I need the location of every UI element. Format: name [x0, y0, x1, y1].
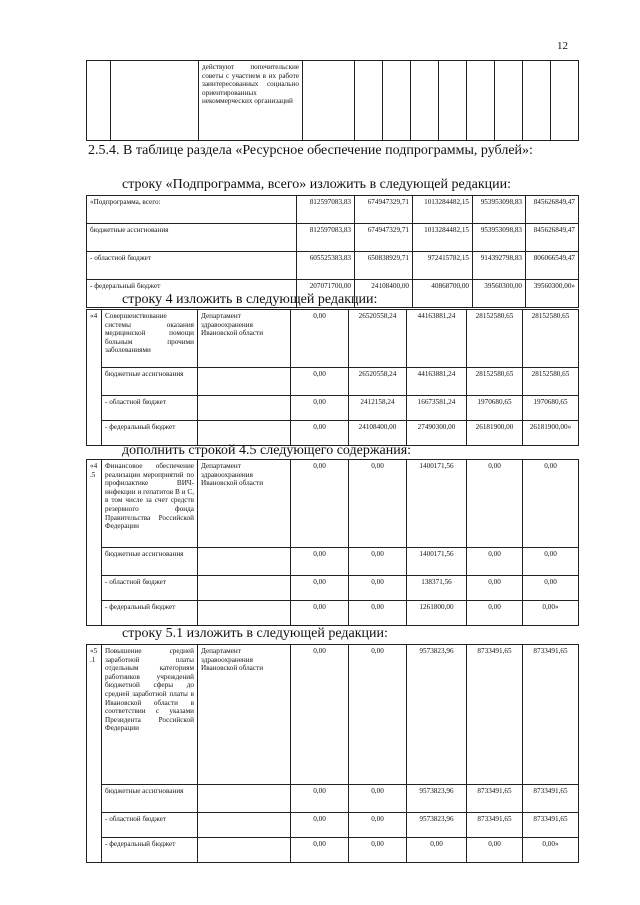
value-cell: 953953098,83	[473, 224, 526, 252]
value-cell: 0,00	[349, 785, 407, 813]
value-cell: 26181900,00	[467, 421, 523, 446]
value-cell: 16673581,24	[407, 396, 467, 421]
empty-cell	[198, 601, 291, 626]
page-number: 12	[557, 40, 568, 52]
value-cell: 0,00	[467, 601, 523, 626]
table-row	[87, 645, 579, 785]
value-cell: 1970680,65	[523, 396, 579, 421]
table-row	[87, 310, 579, 368]
value-cell: 0,00	[349, 601, 407, 626]
value-cell: 0,00	[523, 576, 579, 601]
value-cell: 0,00	[291, 838, 349, 863]
value-cell: 0,00	[349, 813, 407, 838]
value-cell: 8733491,65	[523, 785, 579, 813]
empty-cell	[198, 838, 291, 863]
value-cell: 0,00	[291, 645, 349, 785]
row-label: - областной бюджет	[102, 396, 198, 421]
value-cell: 44163881,24	[407, 368, 467, 396]
value-cell: 845626849,47	[526, 196, 579, 224]
value-cell: 0,00	[291, 785, 349, 813]
paragraph-2-5-4: 2.5.4. В таблице раздела «Ресурсное обеспечение подпрограммы, рублей»:	[88, 143, 533, 158]
value-cell: 674947329,71	[355, 224, 413, 252]
value-cell: 28152580,65	[467, 310, 523, 368]
heading-row-4-5: дополнить строкой 4.5 следующего содержания:	[122, 443, 412, 458]
table-row	[87, 813, 579, 838]
value-cell: 1013284482,15	[413, 224, 473, 252]
value-cell: 1013284482,15	[413, 196, 473, 224]
value-cell: 2412158,24	[349, 396, 407, 421]
value-cell: 0,00	[523, 460, 579, 548]
value-cell: 44163881,24	[407, 310, 467, 368]
table-row	[87, 785, 579, 813]
table-row	[87, 252, 579, 280]
empty-cell	[198, 785, 291, 813]
value-cell: 8733491,65	[467, 785, 523, 813]
measure-name: Совершенствование системы оказания медицинской помощи больным прочими заболеваниями	[102, 310, 198, 368]
row-label: - областной бюджет	[102, 813, 198, 838]
row-number: «5.1	[87, 645, 102, 863]
row-label: - федеральный бюджет	[87, 280, 297, 308]
value-cell: 0,00	[467, 548, 523, 576]
row-number: «4.5	[87, 460, 102, 626]
row-label: бюджетные ассигнования	[87, 224, 297, 252]
value-cell: 0,00	[349, 576, 407, 601]
value-cell: 812597083,83	[297, 196, 355, 224]
row-label: - федеральный бюджет	[102, 838, 198, 863]
value-cell: 0,00	[349, 838, 407, 863]
row-label: бюджетные ассигнования	[102, 368, 198, 396]
empty-cell	[198, 576, 291, 601]
value-cell: 0,00»	[523, 838, 579, 863]
row-label: бюджетные ассигнования	[102, 548, 198, 576]
value-cell: 27490300,00	[407, 421, 467, 446]
value-cell: 9573823,96	[407, 645, 467, 785]
value-cell: 40868700,00	[413, 280, 473, 308]
heading-row-4: строку 4 изложить в следующей редакции:	[122, 292, 378, 307]
value-cell: 1261800,00	[407, 601, 467, 626]
row-label: - федеральный бюджет	[102, 601, 198, 626]
value-cell: 953953098,83	[473, 196, 526, 224]
value-cell: 914392798,83	[473, 252, 526, 280]
row-label: «Подпрограмма, всего:	[87, 196, 297, 224]
value-cell: 0,00	[291, 813, 349, 838]
heading-row-5-1: строку 5.1 изложить в следующей редакции:	[122, 626, 388, 641]
row-label: - областной бюджет	[87, 252, 297, 280]
fragment-text: действуют попечительские советы с участием в их работе заинтересованных социально ориентированных некоммерческих организаций	[199, 61, 303, 141]
value-cell: 28152580,65	[523, 310, 579, 368]
value-cell: 0,00	[291, 576, 349, 601]
measure-name: Повышение средней заработной платы отдельным категориям работников учреждений бюджетной сферы до средней заработной платы в Ивановской области в соответствии с указами Президента Российской Федерации	[102, 645, 198, 785]
value-cell: 28152580,65	[467, 368, 523, 396]
empty-cell	[198, 421, 291, 446]
table-row	[87, 838, 579, 863]
value-cell: 0,00»	[523, 601, 579, 626]
value-cell: 1970680,65	[467, 396, 523, 421]
value-cell: 0,00	[467, 576, 523, 601]
value-cell: 8733491,65	[523, 645, 579, 785]
top-fragment-table	[86, 60, 579, 141]
value-cell: 650838929,71	[355, 252, 413, 280]
value-cell: 0,00	[467, 460, 523, 548]
value-cell: 674947329,71	[355, 196, 413, 224]
row-4-body	[87, 310, 579, 446]
value-cell: 1400171,56	[407, 548, 467, 576]
table-row	[87, 396, 579, 421]
value-cell: 0,00	[291, 601, 349, 626]
row-label: бюджетные ассигнования	[102, 785, 198, 813]
value-cell: 207071700,00	[297, 280, 355, 308]
empty-cell	[198, 813, 291, 838]
value-cell: 9573823,96	[407, 785, 467, 813]
table-row	[87, 368, 579, 396]
row-label: - областной бюджет	[102, 576, 198, 601]
value-cell: 0,00	[291, 310, 349, 368]
value-cell: 8733491,65	[467, 813, 523, 838]
measure-name: Финансовое обеспечение реализации мероприятий по профилактике ВИЧ-инфекции и гепатитов В и С, в том числе за счет средств резервного фонда Правительства Российской Федерации	[102, 460, 198, 548]
empty-cell	[198, 368, 291, 396]
value-cell: 812597083,83	[297, 224, 355, 252]
value-cell: 26520558,24	[349, 368, 407, 396]
row-5-1-body	[87, 645, 579, 863]
value-cell: 0,00	[291, 368, 349, 396]
executor: Департамент здравоохранения Ивановской области	[198, 460, 291, 548]
value-cell: 39560300,00	[473, 280, 526, 308]
table-row	[87, 224, 579, 252]
value-cell: 0,00	[291, 460, 349, 548]
value-cell: 845626849,47	[526, 224, 579, 252]
value-cell: 26520558,24	[349, 310, 407, 368]
value-cell: 0,00	[349, 460, 407, 548]
value-cell: 138371,56	[407, 576, 467, 601]
row-number: «4	[87, 310, 102, 446]
row-4-5-body	[87, 460, 579, 626]
heading-subprogram-total: строку «Подпрограмма, всего» изложить в следующей редакции:	[122, 177, 512, 192]
table-row	[87, 548, 579, 576]
value-cell: 0,00	[291, 421, 349, 446]
value-cell: 24108400,00	[349, 421, 407, 446]
empty-cell	[198, 548, 291, 576]
value-cell: 605525383,83	[297, 252, 355, 280]
table-row	[87, 576, 579, 601]
table-row-4-5	[86, 459, 579, 626]
value-cell: 24108400,00	[355, 280, 413, 308]
value-cell: 1400171,56	[407, 460, 467, 548]
value-cell: 806066549,47	[526, 252, 579, 280]
value-cell: 0,00	[523, 548, 579, 576]
value-cell: 0,00	[349, 548, 407, 576]
value-cell: 8733491,65	[523, 813, 579, 838]
value-cell: 0,00	[291, 548, 349, 576]
table-row	[87, 421, 579, 446]
value-cell: 28152580,65	[523, 368, 579, 396]
table-row-4	[86, 309, 579, 446]
value-cell: 0,00	[349, 645, 407, 785]
value-cell: 8733491,65	[467, 645, 523, 785]
table-row	[87, 460, 579, 548]
value-cell: 26181900,00»	[523, 421, 579, 446]
row-label: - федеральный бюджет	[102, 421, 198, 446]
executor: Департамент здравоохранения Ивановской области	[198, 645, 291, 785]
value-cell: 39560300,00»	[526, 280, 579, 308]
value-cell: 9573823,96	[407, 813, 467, 838]
table-row-5-1	[86, 644, 579, 863]
value-cell: 972415782,15	[413, 252, 473, 280]
empty-cell	[198, 396, 291, 421]
table-row	[87, 196, 579, 224]
table-row	[87, 601, 579, 626]
executor: Департамент здравоохранения Ивановской области	[198, 310, 291, 368]
value-cell: 0,00	[407, 838, 467, 863]
value-cell: 0,00	[467, 838, 523, 863]
value-cell: 0,00	[291, 396, 349, 421]
